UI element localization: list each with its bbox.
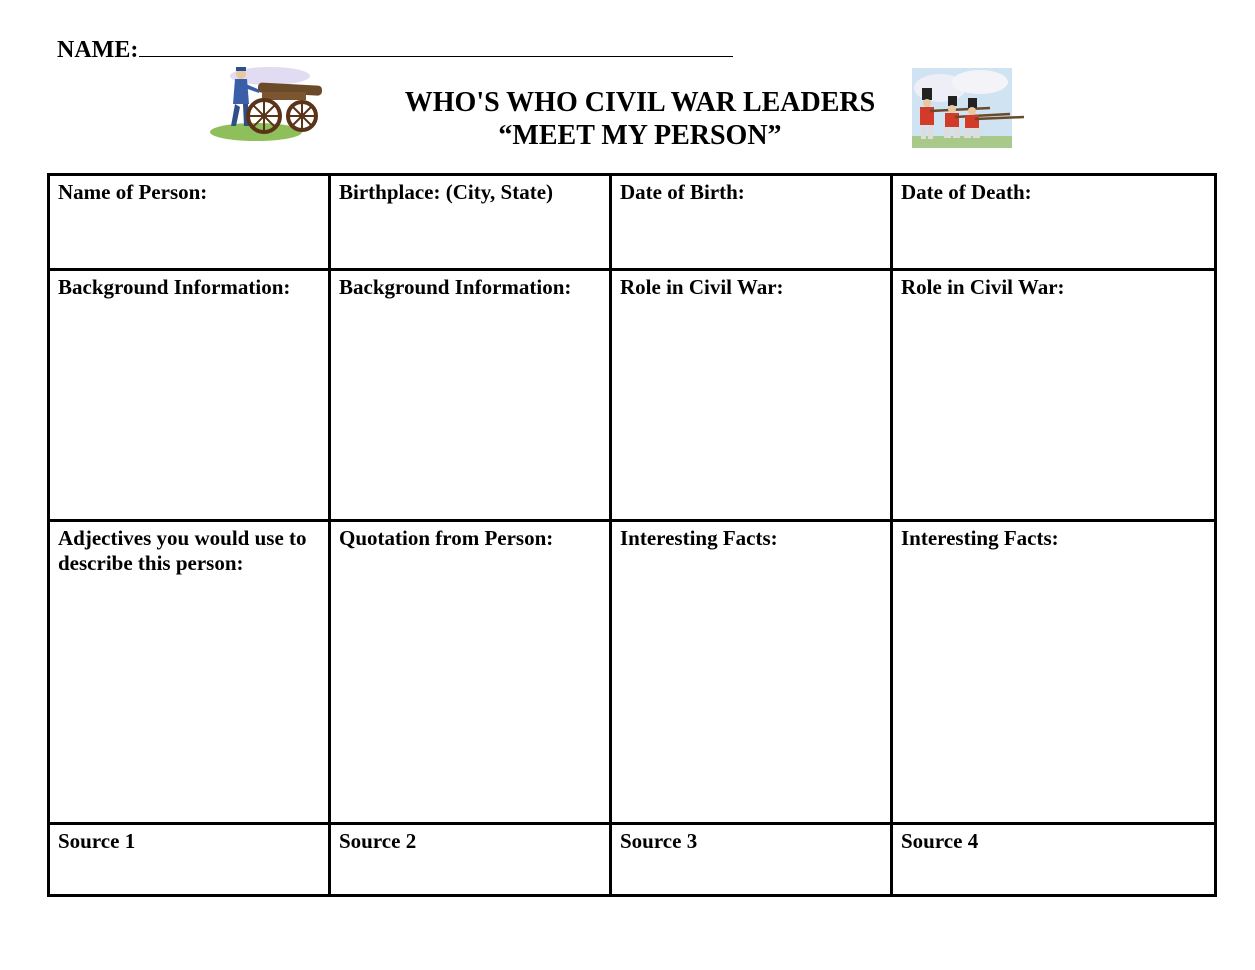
source-4-cell[interactable]: Source 4: [892, 824, 1216, 896]
title-line-1: WHO'S WHO CIVIL WAR LEADERS: [404, 87, 876, 118]
birthplace-cell[interactable]: Birthplace: (City, State): [330, 175, 611, 270]
source-1-cell[interactable]: Source 1: [49, 824, 330, 896]
soldiers-firing-image: [910, 66, 1028, 154]
table-row: [49, 824, 1216, 896]
table-row: [49, 270, 1216, 521]
name-label: NAME:: [57, 37, 139, 63]
interesting-facts-cell-2[interactable]: Interesting Facts:: [892, 521, 1216, 824]
table-row: [49, 175, 1216, 270]
source-2-cell[interactable]: Source 2: [330, 824, 611, 896]
leader-profile-table: [47, 173, 1217, 897]
date-of-death-cell[interactable]: Date of Death:: [892, 175, 1216, 270]
adjectives-cell[interactable]: Adjectives you would use to describe this person:: [49, 521, 330, 824]
name-field[interactable]: [57, 34, 733, 64]
interesting-facts-cell-1[interactable]: Interesting Facts:: [611, 521, 892, 824]
name-of-person-cell[interactable]: Name of Person:: [49, 175, 330, 270]
background-info-cell-1[interactable]: Background Information:: [49, 270, 330, 521]
role-in-civil-war-cell-1[interactable]: Role in Civil War:: [611, 270, 892, 521]
date-of-birth-cell[interactable]: Date of Birth:: [611, 175, 892, 270]
role-in-civil-war-cell-2[interactable]: Role in Civil War:: [892, 270, 1216, 521]
name-blank-line[interactable]: [139, 34, 733, 57]
background-info-cell-2[interactable]: Background Information:: [330, 270, 611, 521]
source-3-cell[interactable]: Source 3: [611, 824, 892, 896]
table-row: [49, 521, 1216, 824]
cannon-soldier-image: [208, 62, 328, 142]
worksheet-title: [380, 86, 900, 152]
title-line-2: “MEET MY PERSON”: [498, 120, 782, 151]
quotation-cell[interactable]: Quotation from Person:: [330, 521, 611, 824]
